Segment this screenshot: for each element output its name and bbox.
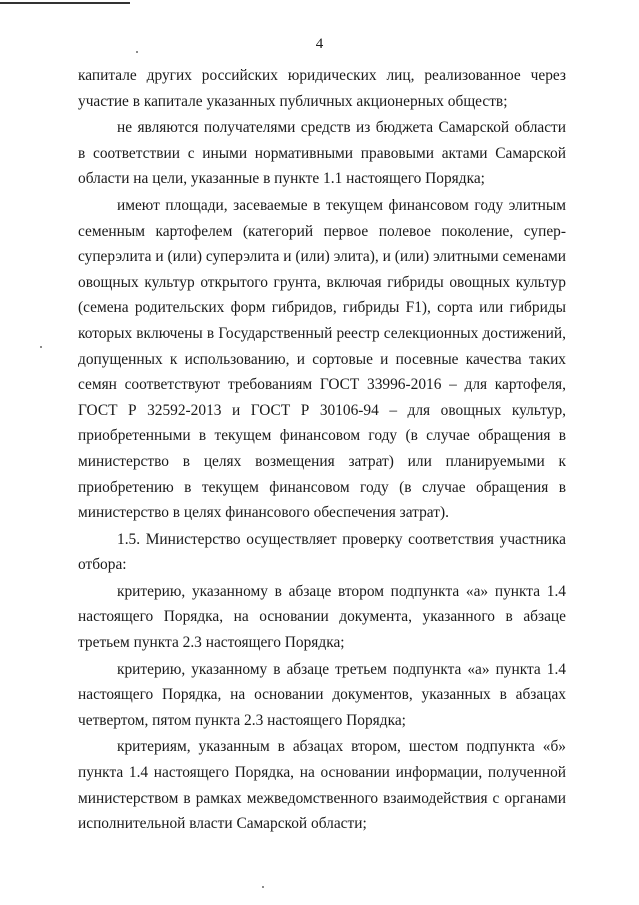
scan-edge-line — [0, 2, 130, 4]
scan-speck — [136, 51, 138, 53]
paragraph-sown-areas: имеют площади, засеваемые в текущем финансовом году элитным семенным картофелем (категорий первое полевое поколение, супер-суперэлита и (или) суперэлита и (или) элита), и (или) элитными семенами овощных культур открытого грунта, включая гибриды овощных культур (семена родительских форм гибридов, гибриды F1), сорта или гибриды которых включены в Государственный реестр селекционных достижений, допущенных к использованию, и сортовые и посевные качества таких семян соответствуют требованиям ГОСТ 33996-2016 – для картофеля, ГОСТ Р 32592-2013 и ГОСТ Р 30106-94 – для овощных культур, приобретенными в текущем финансовом году (в случае обращения в министерство в целях возмещения затрат) или планируемыми к приобретению в текущем финансовом году (в случае обращения в министерство в целях финансового обеспечения затрат). — [78, 196, 566, 522]
paragraph-section-1-5: 1.5. Министерство осуществляет проверку соответствия участника отбора: — [78, 530, 566, 574]
document-body — [78, 63, 566, 837]
paragraph-not-budget-recipients: не являются получателями средств из бюджета Самарской области в соответствии с иными нормативными правовыми актами Самарской области на цели, указанные в пункте 1.1 настоящего Порядка; — [78, 119, 566, 188]
paragraph-capital: капитале других российских юридических лиц, реализованное через участие в капитале указанных публичных акционерных обществ; — [78, 67, 566, 110]
page-number: 4 — [315, 36, 324, 52]
scan-speck — [262, 886, 264, 888]
paragraph-criterion-second: критерию, указанному в абзаце втором подпункта «а» пункта 1.4 настоящего Порядка, на основании документа, указанного в абзаце третьем пункта 2.3 настоящего Порядка; — [78, 582, 566, 652]
paragraph-criterion-third: критерию, указанному в абзаце третьем подпункта «а» пункта 1.4 настоящего Порядка, на основании документов, указанных в абзацах четвертом, пятом пункта 2.3 настоящего Порядка; — [78, 660, 566, 729]
scan-speck — [40, 346, 42, 348]
paragraph-criteria-interagency: критериям, указанным в абзацах втором, шестом подпункта «б» пункта 1.4 настоящего Порядка, на основании информации, полученной министерством в рамках межведомственного взаимодействия с органами исполнительной власти Самарской области; — [78, 738, 566, 833]
